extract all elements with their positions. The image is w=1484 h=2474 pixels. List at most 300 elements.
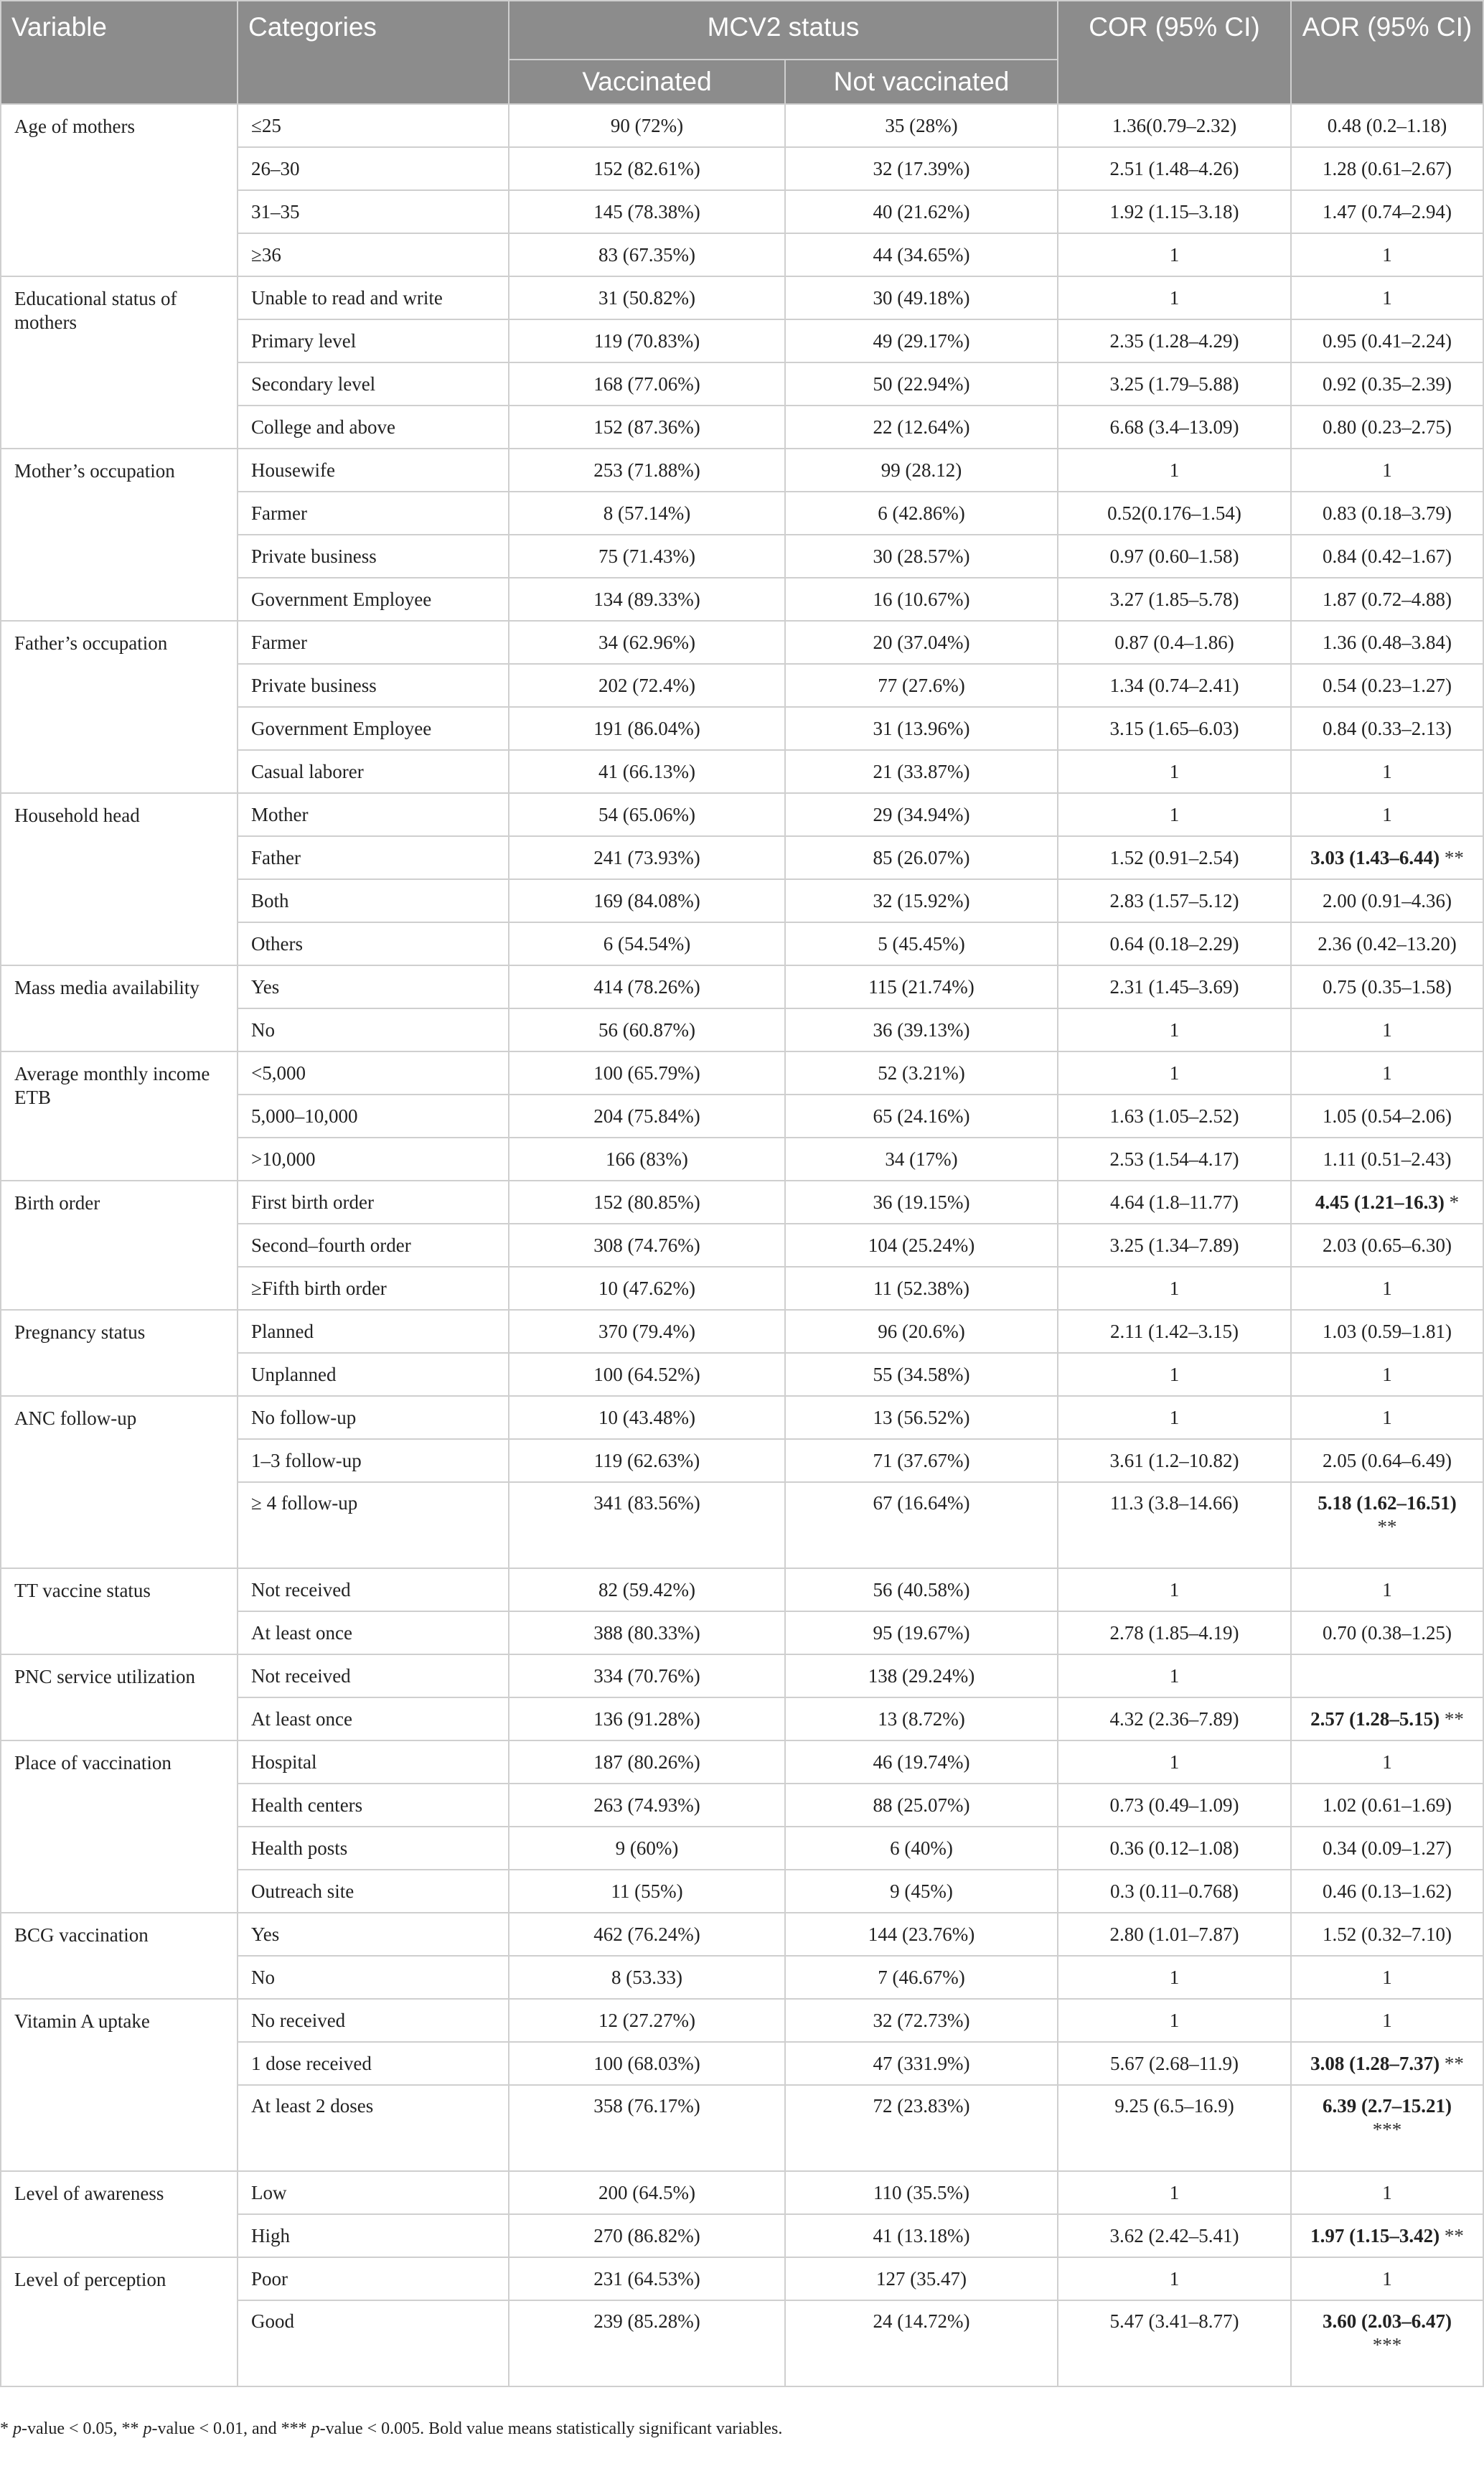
vaccinated-cell: 187 (80.26%) [509,1740,785,1784]
variable-cell: Household head [1,793,238,965]
category-cell: Hospital [238,1740,509,1784]
aor-cell [1291,1439,1483,1482]
category-cell: Others [238,922,509,965]
category-cell: 26–30 [238,147,509,190]
vaccinated-cell: 204 (75.84%) [509,1095,785,1138]
cor-cell: 2.51 (1.48–4.26) [1058,147,1291,190]
variable-cell: Father’s occupation [1,621,238,793]
significance-marker: *** [1372,2119,1402,2140]
cor-cell: 1 [1058,2257,1291,2300]
aor-value: 1 [1382,803,1392,825]
significance-marker: *** [1372,2334,1402,2356]
aor-value: 0.75 (0.35–1.58) [1323,975,1452,998]
vaccinated-cell: 31 (50.82%) [509,276,785,319]
not-vaccinated-cell: 34 (17%) [785,1138,1058,1181]
vaccinated-cell: 200 (64.5%) [509,2171,785,2214]
not-vaccinated-cell: 56 (40.58%) [785,1568,1058,1611]
vaccinated-cell: 10 (47.62%) [509,1267,785,1310]
not-vaccinated-cell: 5 (45.45%) [785,922,1058,965]
vaccinated-cell: 83 (67.35%) [509,233,785,276]
aor-value: 0.80 (0.23–2.75) [1323,416,1452,438]
cor-cell: 11.3 (3.8–14.66) [1058,1482,1291,1568]
not-vaccinated-cell: 127 (35.47) [785,2257,1058,2300]
table-header [1,1,1483,104]
cor-cell: 4.64 (1.8–11.77) [1058,1181,1291,1224]
vaccinated-cell: 8 (57.14%) [509,492,785,535]
category-cell: ≥Fifth birth order [238,1267,509,1310]
footnote-star: * [0,2419,9,2438]
header-aor: AOR (95% CI) [1291,1,1483,104]
aor-cell [1291,965,1483,1008]
aor-value: 1 [1382,760,1392,782]
aor-value: 0.83 (0.18–3.79) [1323,502,1452,524]
category-cell: Unable to read and write [238,276,509,319]
aor-cell [1291,1740,1483,1784]
vaccinated-cell: 370 (79.4%) [509,1310,785,1353]
not-vaccinated-cell: 55 (34.58%) [785,1353,1058,1396]
footnote-p2: p [143,2419,152,2438]
not-vaccinated-cell: 96 (20.6%) [785,1310,1058,1353]
vaccinated-cell: 152 (80.85%) [509,1181,785,1224]
aor-cell [1291,2300,1483,2386]
not-vaccinated-cell: 52 (3.21%) [785,1051,1058,1095]
aor-value: 1 [1382,1751,1392,1773]
table-row [1,276,1483,319]
aor-value: 1 [1382,2009,1392,2031]
footnote-t2: -value < 0.01, and *** [151,2419,307,2438]
category-cell: No follow-up [238,1396,509,1439]
vaccinated-cell: 166 (83%) [509,1138,785,1181]
aor-cell [1291,1482,1483,1568]
category-cell: No [238,1956,509,1999]
not-vaccinated-cell: 32 (15.92%) [785,879,1058,922]
not-vaccinated-cell: 36 (39.13%) [785,1008,1058,1051]
table-row [1,1051,1483,1095]
cor-cell: 1.36(0.79–2.32) [1058,104,1291,147]
cor-cell: 1 [1058,750,1291,793]
cor-cell: 0.87 (0.4–1.86) [1058,621,1291,664]
aor-value: 1 [1382,1277,1392,1299]
not-vaccinated-cell: 67 (16.64%) [785,1482,1058,1568]
aor-value: 1.52 (0.32–7.10) [1323,1923,1452,1945]
aor-value: 0.84 (0.42–1.67) [1323,545,1452,567]
not-vaccinated-cell: 41 (13.18%) [785,2214,1058,2257]
cor-cell: 2.31 (1.45–3.69) [1058,965,1291,1008]
variable-cell: Level of perception [1,2257,238,2386]
not-vaccinated-cell: 16 (10.67%) [785,578,1058,621]
cor-cell: 0.3 (0.11–0.768) [1058,1870,1291,1913]
aor-cell [1291,1396,1483,1439]
aor-cell [1291,319,1483,362]
aor-value: 1.05 (0.54–2.06) [1323,1105,1452,1127]
aor-value: 0.48 (0.2–1.18) [1327,114,1447,136]
not-vaccinated-cell: 7 (46.67%) [785,1956,1058,1999]
aor-value: 2.36 (0.42–13.20) [1318,932,1457,955]
cor-cell: 1 [1058,1568,1291,1611]
category-cell: Both [238,879,509,922]
variable-cell: Average monthly income ETB [1,1051,238,1181]
not-vaccinated-cell: 29 (34.94%) [785,793,1058,836]
not-vaccinated-cell: 13 (56.52%) [785,1396,1058,1439]
category-cell: 31–35 [238,190,509,233]
not-vaccinated-cell: 88 (25.07%) [785,1784,1058,1827]
header-variable: Variable [1,1,238,104]
footnote-p1: p [13,2419,22,2438]
vaccinated-cell: 145 (78.38%) [509,190,785,233]
aor-cell [1291,406,1483,449]
aor-cell [1291,2214,1483,2257]
vaccinated-cell: 100 (65.79%) [509,1051,785,1095]
aor-cell [1291,879,1483,922]
not-vaccinated-cell: 47 (331.9%) [785,2042,1058,2085]
not-vaccinated-cell: 95 (19.67%) [785,1611,1058,1654]
variable-cell: Place of vaccination [1,1740,238,1913]
cor-cell: 2.53 (1.54–4.17) [1058,1138,1291,1181]
footnote-t1: -value < 0.05, ** [22,2419,139,2438]
category-cell: Health centers [238,1784,509,1827]
not-vaccinated-cell: 110 (35.5%) [785,2171,1058,2214]
variable-cell: TT vaccine status [1,1568,238,1654]
cor-cell: 2.78 (1.85–4.19) [1058,1611,1291,1654]
aor-value: 1.03 (0.59–1.81) [1323,1320,1452,1342]
aor-cell [1291,621,1483,664]
category-cell: ≤25 [238,104,509,147]
category-cell: At least once [238,1611,509,1654]
aor-cell [1291,362,1483,406]
cor-cell: 1.34 (0.74–2.41) [1058,664,1291,707]
cor-cell: 1 [1058,1051,1291,1095]
category-cell: Mother [238,793,509,836]
not-vaccinated-cell: 30 (28.57%) [785,535,1058,578]
category-cell: Farmer [238,621,509,664]
aor-value: 1.87 (0.72–4.88) [1323,588,1452,610]
aor-value: 0.95 (0.41–2.24) [1323,329,1452,352]
cor-cell: 2.83 (1.57–5.12) [1058,879,1291,922]
vaccinated-cell: 239 (85.28%) [509,2300,785,2386]
aor-value-significant: 4.45 (1.21–16.3) [1315,1191,1445,1213]
table-row [1,449,1483,492]
cor-cell: 3.61 (1.2–10.82) [1058,1439,1291,1482]
category-cell: Poor [238,2257,509,2300]
vaccinated-cell: 270 (86.82%) [509,2214,785,2257]
category-cell: No [238,1008,509,1051]
table-row [1,1310,1483,1353]
table-row [1,1396,1483,1439]
vaccinated-cell: 9 (60%) [509,1827,785,1870]
aor-value: 1.28 (0.61–2.67) [1323,157,1452,179]
aor-value: 1 [1382,2181,1392,2203]
aor-value: 0.46 (0.13–1.62) [1323,1880,1452,1902]
category-cell: At least 2 doses [238,2085,509,2171]
aor-cell [1291,1611,1483,1654]
vaccinated-cell: 8 (53.33) [509,1956,785,1999]
cor-cell: 1 [1058,449,1291,492]
not-vaccinated-cell: 46 (19.74%) [785,1740,1058,1784]
table-row [1,2257,1483,2300]
cor-cell: 1 [1058,1267,1291,1310]
not-vaccinated-cell: 32 (17.39%) [785,147,1058,190]
variable-cell: BCG vaccination [1,1913,238,1999]
aor-cell [1291,233,1483,276]
cor-cell: 3.25 (1.79–5.88) [1058,362,1291,406]
vaccinated-cell: 100 (64.52%) [509,1353,785,1396]
variable-cell: Mass media availability [1,965,238,1051]
aor-value-significant: 6.39 (2.7–15.21) [1323,2095,1452,2117]
aor-cell [1291,190,1483,233]
vaccinated-cell: 56 (60.87%) [509,1008,785,1051]
vaccinated-cell: 6 (54.54%) [509,922,785,965]
significance-marker: ** [1377,1516,1397,1537]
not-vaccinated-cell: 115 (21.74%) [785,965,1058,1008]
vaccinated-cell: 202 (72.4%) [509,664,785,707]
category-cell: ≥ 4 follow-up [238,1482,509,1568]
cor-cell: 5.67 (2.68–11.9) [1058,2042,1291,2085]
aor-value: 0.92 (0.35–2.39) [1323,372,1452,395]
category-cell: Private business [238,664,509,707]
category-cell: Health posts [238,1827,509,1870]
category-cell: 1 dose received [238,2042,509,2085]
cor-cell: 3.15 (1.65–6.03) [1058,707,1291,750]
category-cell: Government Employee [238,578,509,621]
aor-cell [1291,793,1483,836]
not-vaccinated-cell: 65 (24.16%) [785,1095,1058,1138]
aor-value: 1 [1382,2267,1392,2290]
not-vaccinated-cell: 71 (37.67%) [785,1439,1058,1482]
aor-cell [1291,1697,1483,1740]
table-row [1,793,1483,836]
not-vaccinated-cell: 13 (8.72%) [785,1697,1058,1740]
significance-marker: ** [1444,2224,1464,2246]
category-cell: Not received [238,1654,509,1697]
not-vaccinated-cell: 138 (29.24%) [785,1654,1058,1697]
aor-cell [1291,492,1483,535]
cor-cell: 1 [1058,1956,1291,1999]
table-row [1,1654,1483,1697]
category-cell: Low [238,2171,509,2214]
cor-cell: 0.73 (0.49–1.09) [1058,1784,1291,1827]
category-cell: Secondary level [238,362,509,406]
vaccinated-cell: 308 (74.76%) [509,1224,785,1267]
aor-cell [1291,707,1483,750]
vaccinated-cell: 191 (86.04%) [509,707,785,750]
category-cell: Planned [238,1310,509,1353]
table-row [1,965,1483,1008]
variable-cell: Level of awareness [1,2171,238,2257]
cor-cell: 1.52 (0.91–2.54) [1058,836,1291,879]
variable-cell: ANC follow-up [1,1396,238,1568]
category-cell: Father [238,836,509,879]
vaccinated-cell: 75 (71.43%) [509,535,785,578]
vaccinated-cell: 241 (73.93%) [509,836,785,879]
table-row [1,621,1483,664]
aor-cell [1291,147,1483,190]
aor-cell [1291,1827,1483,1870]
not-vaccinated-cell: 31 (13.96%) [785,707,1058,750]
aor-cell [1291,2085,1483,2171]
cor-cell: 3.25 (1.34–7.89) [1058,1224,1291,1267]
vaccinated-cell: 168 (77.06%) [509,362,785,406]
cor-cell: 1 [1058,1654,1291,1697]
table-row [1,104,1483,147]
category-cell: Farmer [238,492,509,535]
table-row [1,1740,1483,1784]
cor-cell: 1 [1058,1999,1291,2042]
cor-cell: 1 [1058,233,1291,276]
vaccinated-cell: 253 (71.88%) [509,449,785,492]
cor-cell: 0.36 (0.12–1.08) [1058,1827,1291,1870]
table-row [1,1999,1483,2042]
category-cell: <5,000 [238,1051,509,1095]
table-body [1,104,1483,2386]
category-cell: 1–3 follow-up [238,1439,509,1482]
cor-cell: 1 [1058,1008,1291,1051]
aor-cell [1291,2042,1483,2085]
aor-cell [1291,1568,1483,1611]
cor-cell: 6.68 (3.4–13.09) [1058,406,1291,449]
not-vaccinated-cell: 21 (33.87%) [785,750,1058,793]
aor-value: 1 [1382,1578,1392,1601]
vaccinated-cell: 263 (74.93%) [509,1784,785,1827]
aor-value-significant: 2.57 (1.28–5.15) [1310,1707,1440,1730]
vaccinated-cell: 11 (55%) [509,1870,785,1913]
cor-cell: 5.47 (3.41–8.77) [1058,2300,1291,2386]
aor-cell [1291,1138,1483,1181]
aor-cell [1291,1181,1483,1224]
vaccinated-cell: 334 (70.76%) [509,1654,785,1697]
aor-value: 2.03 (0.65–6.30) [1323,1234,1452,1256]
cor-cell: 1 [1058,2171,1291,2214]
aor-cell [1291,578,1483,621]
category-cell: Second–fourth order [238,1224,509,1267]
vaccinated-cell: 10 (43.48%) [509,1396,785,1439]
not-vaccinated-cell: 85 (26.07%) [785,836,1058,879]
not-vaccinated-cell: 50 (22.94%) [785,362,1058,406]
vaccinated-cell: 119 (70.83%) [509,319,785,362]
cor-cell: 0.64 (0.18–2.29) [1058,922,1291,965]
category-cell: Yes [238,965,509,1008]
aor-value: 2.00 (0.91–4.36) [1323,889,1452,912]
vaccinated-cell: 82 (59.42%) [509,1568,785,1611]
category-cell: No received [238,1999,509,2042]
aor-cell [1291,535,1483,578]
cor-cell: 3.62 (2.42–5.41) [1058,2214,1291,2257]
significance-marker: ** [1444,1707,1464,1730]
aor-value: 1 [1382,1966,1392,1988]
aor-cell [1291,922,1483,965]
cor-cell: 1 [1058,276,1291,319]
header-vaccinated: Vaccinated [509,60,785,104]
table-row [1,2171,1483,2214]
aor-value: 1.47 (0.74–2.94) [1323,200,1452,222]
aor-value: 1 [1382,1363,1392,1385]
footnote-p3: p [311,2419,320,2438]
category-cell: Private business [238,535,509,578]
aor-value: 0.70 (0.38–1.25) [1323,1621,1452,1644]
cor-cell: 4.32 (2.36–7.89) [1058,1697,1291,1740]
variable-cell: Mother’s occupation [1,449,238,621]
aor-cell [1291,1353,1483,1396]
aor-cell [1291,836,1483,879]
header-categories: Categories [238,1,509,104]
aor-cell [1291,449,1483,492]
cor-cell: 1.63 (1.05–2.52) [1058,1095,1291,1138]
not-vaccinated-cell: 77 (27.6%) [785,664,1058,707]
aor-cell [1291,1913,1483,1956]
aor-value: 1 [1382,1018,1392,1041]
cor-cell: 1 [1058,1353,1291,1396]
variable-cell: PNC service utilization [1,1654,238,1740]
aor-value: 1 [1382,286,1392,309]
cor-cell: 1 [1058,793,1291,836]
not-vaccinated-cell: 20 (37.04%) [785,621,1058,664]
aor-cell [1291,1095,1483,1138]
variable-cell: Educational status of mothers [1,276,238,449]
vaccinated-cell: 152 (82.61%) [509,147,785,190]
aor-cell [1291,276,1483,319]
category-cell: Yes [238,1913,509,1956]
category-cell: Housewife [238,449,509,492]
aor-value: 1.02 (0.61–1.69) [1323,1794,1452,1816]
significance-marker: * [1449,1191,1460,1213]
aor-cell [1291,104,1483,147]
aor-cell [1291,750,1483,793]
not-vaccinated-cell: 40 (21.62%) [785,190,1058,233]
vaccinated-cell: 41 (66.13%) [509,750,785,793]
cor-cell: 1 [1058,1740,1291,1784]
category-cell: Casual laborer [238,750,509,793]
vaccinated-cell: 341 (83.56%) [509,1482,785,1568]
vaccinated-cell: 134 (89.33%) [509,578,785,621]
vaccinated-cell: 34 (62.96%) [509,621,785,664]
significance-marker: ** [1444,2052,1464,2074]
aor-value-significant: 3.60 (2.03–6.47) [1323,2310,1452,2332]
aor-value: 1.11 (0.51–2.43) [1323,1148,1452,1170]
aor-cell [1291,1784,1483,1827]
aor-value: 1 [1382,1062,1392,1084]
not-vaccinated-cell: 6 (40%) [785,1827,1058,1870]
variable-cell: Age of mothers [1,104,238,276]
aor-value-significant: 5.18 (1.62–16.51) [1318,1492,1457,1514]
vaccinated-cell: 136 (91.28%) [509,1697,785,1740]
category-cell: At least once [238,1697,509,1740]
aor-value: 0.54 (0.23–1.27) [1323,674,1452,696]
header-mcv2-status: MCV2 status [509,1,1058,60]
aor-cell [1291,1224,1483,1267]
aor-cell [1291,2171,1483,2214]
aor-value: 1 [1382,459,1392,481]
aor-value: 0.34 (0.09–1.27) [1323,1837,1452,1859]
vaccinated-cell: 462 (76.24%) [509,1913,785,1956]
aor-cell [1291,2257,1483,2300]
aor-cell [1291,1310,1483,1353]
aor-value: 2.05 (0.64–6.49) [1323,1449,1452,1471]
not-vaccinated-cell: 32 (72.73%) [785,1999,1058,2042]
footnote-t3: -value < 0.005. Bold value means statistically significant variables. [319,2419,783,2438]
vaccinated-cell: 152 (87.36%) [509,406,785,449]
cor-cell: 0.52(0.176–1.54) [1058,492,1291,535]
cor-cell: 9.25 (6.5–16.9) [1058,2085,1291,2171]
not-vaccinated-cell: 6 (42.86%) [785,492,1058,535]
category-cell: Government Employee [238,707,509,750]
aor-value: 1 [1382,243,1392,266]
not-vaccinated-cell: 49 (29.17%) [785,319,1058,362]
aor-value: 0.84 (0.33–2.13) [1323,717,1452,739]
category-cell: Not received [238,1568,509,1611]
not-vaccinated-cell: 99 (28.12) [785,449,1058,492]
table-footnote [0,2417,1483,2440]
header-not-vaccinated: Not vaccinated [785,60,1058,104]
aor-cell [1291,1008,1483,1051]
